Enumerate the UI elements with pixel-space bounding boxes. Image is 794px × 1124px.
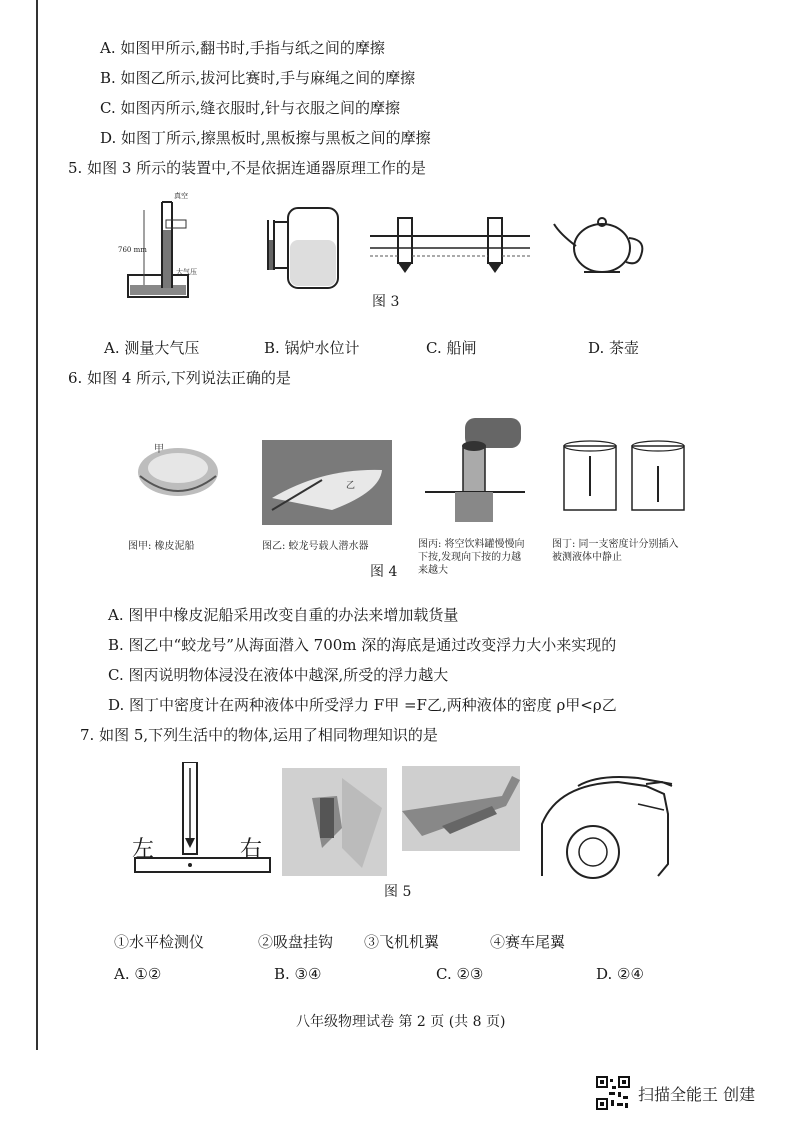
q7-stem: 7. 如图 5,下列生活中的物体,运用了相同物理知识的是 (80, 726, 438, 744)
q4-option-b: B. 如图乙所示,拔河比赛时,手与麻绳之间的摩擦 (100, 69, 416, 87)
q6-option-a: A. 图甲中橡皮泥船采用改变自重的办法来增加载货量 (108, 606, 459, 624)
jiaolong-photo (262, 440, 392, 525)
page-footer: 八年级物理试卷 第 2 页 (共 8 页) (296, 1014, 506, 1030)
q7-item-4: ④赛车尾翼 (490, 933, 566, 951)
can-press-photo (425, 416, 525, 526)
clay-boat-photo-label: 甲 (154, 444, 164, 455)
q7-item-1: ①水平检测仪 (114, 933, 205, 951)
q5-stem: 5. 如图 3 所示的装置中,不是依据连通器原理工作的是 (68, 159, 426, 177)
q7-option-c: C. ②③ (436, 965, 484, 983)
fig4-caption-bing: 图丙: 将空饮料罐慢慢向下按,发现向下按的力越来越大 (418, 539, 525, 576)
q7-option-d: D. ②④ (596, 965, 644, 983)
q7-option-a: A. ①② (114, 965, 162, 983)
barometer-height-label: 760 mm (118, 246, 147, 254)
q7-option-b: B. ③④ (274, 965, 322, 983)
shiplock-figure (370, 208, 530, 278)
figure-5-caption: 图 5 (384, 884, 412, 900)
q7-item-2: ②吸盘挂钩 (258, 933, 334, 951)
q4-option-c: C. 如图丙所示,缝衣服时,针与衣服之间的摩擦 (100, 99, 401, 117)
q4-option-d: D. 如图丁所示,擦黑板时,黑板擦与黑板之间的摩擦 (100, 129, 431, 147)
q6-option-c: C. 图丙说明物体浸没在液体中越深,所受的浮力越大 (108, 666, 449, 684)
fig4-caption-yi: 图乙: 蛟龙号载人潜水器 (262, 541, 369, 552)
fig4-caption-jia: 图甲: 橡皮泥船 (128, 541, 195, 552)
q6-option-b: B. 图乙中“蛟龙号”从海面潜入 700m 深的海底是通过改变浮力大小来实现的 (108, 636, 617, 654)
hydrometer-photo (560, 436, 690, 516)
q7-item-3: ③飞机机翼 (364, 933, 440, 951)
jiaolong-photo-label: 乙 (346, 481, 356, 491)
barometer-atm-label: 大气压 (176, 268, 197, 276)
q4-option-a: A. 如图甲所示,翻书时,手指与纸之间的摩擦 (100, 39, 385, 57)
level-right-label: 右 (240, 837, 263, 862)
q5-option-c: C. 船闸 (426, 339, 477, 357)
race-car-figure (538, 764, 673, 879)
wing-photo (402, 766, 520, 851)
q5-option-d: D. 茶壶 (588, 339, 640, 357)
q5-option-a: A. 测量大气压 (104, 339, 200, 357)
qr-code-icon (596, 1076, 630, 1110)
boiler-figure (250, 200, 345, 292)
barometer-vacuum-label: 真空 (174, 192, 188, 200)
q6-stem: 6. 如图 4 所示,下列说法正确的是 (68, 369, 291, 387)
q6-option-d: D. 图丁中密度计在两种液体中所受浮力 F甲 =F乙,两种液体的密度 ρ甲<ρ乙 (108, 696, 617, 714)
figure-3-caption: 图 3 (372, 294, 400, 310)
level-left-label: 左 (132, 837, 155, 862)
q5-option-b: B. 锅炉水位计 (264, 339, 360, 357)
fig4-caption-ding: 图丁: 同一支密度计分别插入被测液体中静止 (552, 539, 679, 563)
suction-hook-photo (282, 768, 387, 876)
page-margin-line (36, 0, 38, 1050)
figure-4-caption: 图 4 (370, 564, 398, 580)
watermark-text: 扫描全能王 创建 (638, 1085, 756, 1104)
teapot-figure (552, 210, 652, 280)
clay-boat-photo (128, 430, 228, 510)
